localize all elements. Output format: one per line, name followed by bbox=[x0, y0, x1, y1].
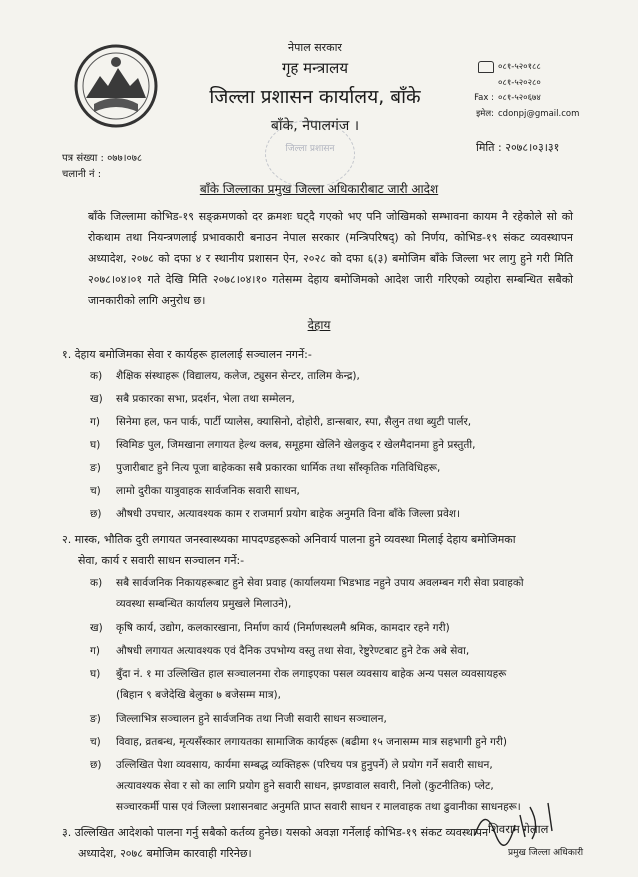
ministry-name: गृह मन्त्रालय bbox=[281, 59, 349, 77]
section-3-line-1: ३. उल्लिखित आदेशको पालना गर्नु सबैको कर्तव्य हुनेछ। यसको अवज्ञा गर्नेलाई कोभिड-१९ संकट व्यवस्थापन bbox=[62, 826, 489, 839]
intro-paragraph: बाँके जिल्लामा कोभिड-१९ सङ्क्रमणको दर क्रमशः घट्दै गएको भए पनि जोखिमको सम्भावना कायम नै रहेकोले सो को रोकथाम तथा नियन्त्रणलाई प्रभावकारी बनाउन नेपाल सरकार (मन्त्रिपरिषद्) को निर्णय, कोभिड-१९ संकट व्यवस्थापन अध्यादेश, २०७८ को दफा ४ र स्थानीय प्रशासन ऐन, २०२८ को दफा ६(३) बमोजिम बाँके जिल्ला भर लागु हुने गरी मिति २०७८।०४।०१ गते देखि मिति २०७८।०४।१० गतेसम्म देहाय बमोजिमको आदेश जारी गरिएको व्यहोरा सम्बन्धित सबैको जानकारीको लागि अनुरोध छ। bbox=[88, 210, 573, 307]
section-1-heading: १. देहाय बमोजिमका सेवा र कार्यहरू हाललाई सञ्चालन नगर्ने:- bbox=[62, 348, 312, 361]
list-item: च) लामो दुरीका यात्रुवाहक सार्वजनिक सवारी साधन, bbox=[90, 485, 300, 497]
dispatch-number: चलानी नं : bbox=[62, 169, 102, 180]
office-location: बाँके, नेपालगंज । bbox=[270, 118, 360, 134]
fax-label: Fax : bbox=[474, 93, 494, 103]
list-item: ग) सिनेमा हल, फन पार्क, पार्टी प्यालेस, क्यासिनो, दोहोरी, डान्सबार, स्पा, सैलुन तथा ब्युटी पार्लर, bbox=[90, 416, 472, 428]
phone-1: ०८१-५२०१८८ bbox=[498, 62, 541, 72]
phone-2: ०८१-५२०२८० bbox=[498, 77, 541, 88]
section-2-heading-line-1: २. मास्क, भौतिक दुरी लगायत जनस्वास्थ्यका मापदण्डहरूको अनिवार्य पालना हुने व्यवस्था मिलाई देहाय बमोजिमका bbox=[62, 533, 516, 546]
list-item: घ) बुँदा नं. १ मा उल्लिखित हाल सञ्चालनमा रोक लगाइएका पसल व्यवसाय बाहेक अन्य पसल व्यवसायहरू (बिहान ९ बजेदेखि बेलुका ७ बजेसम्म मात्र), bbox=[90, 668, 507, 701]
section-3-line-2: अध्यादेश, २०७८ बमोजिम कारवाही गरिनेछ। bbox=[78, 847, 252, 860]
list-item: क) शैक्षिक संस्थाहरू (विद्यालय, कलेज, ट्युसन सेन्टर, तालिम केन्द्र), bbox=[90, 370, 360, 382]
list-item: घ) स्विमिङ पुल, जिमखाना लगायत हेल्थ क्लब, समूहमा खेलिने खेलकुद र खेलमैदानमा हुने प्रस्तुती, bbox=[90, 439, 476, 451]
signatory-name: शिवराम गेलाल bbox=[488, 822, 549, 836]
telephone-icon bbox=[478, 61, 494, 73]
office-name: जिल्ला प्रशासन कार्यालय, बाँके bbox=[209, 86, 421, 108]
list-item: क) सबै सार्वजनिक निकायहरूबाट हुने सेवा प्रवाह (कार्यालयमा भिडभाड नहुने उपाय अवलम्बन गरी सेवा प्रवाहको व्यवस्था सम्बन्धित कार्यालय प्रमुखले मिलाउने), bbox=[90, 577, 524, 610]
letter-number: पत्र संख्या : ०७७।०७८ bbox=[62, 153, 143, 164]
list-item: ख) कृषि कार्य, उद्योग, कलकारखाना, निर्माण कार्य (निर्माणस्थलमै श्रमिक, कामदार रहने गरी) bbox=[90, 622, 450, 634]
order-title: बाँके जिल्लाका प्रमुख जिल्ला अधिकारीबाट जारी आदेश bbox=[199, 182, 439, 196]
email-label: इमेल: bbox=[476, 108, 494, 119]
list-item: च) विवाह, व्रतबन्ध, मृत्यसँस्कार लगायतका सामाजिक कार्यहरू (बढीमा १५ जनासम्म मात्र सहभागी हुने गरी) bbox=[90, 736, 508, 748]
list-item: छ) उल्लिखित पेशा व्यवसाय, कार्यमा सम्बद्ध व्यक्तिहरू (परिचय पत्र हुनुपर्ने) ले प्रयोग गर्ने सवारी साधन, अत्यावश्यक सेवा र सो का लागि प्रयोग हुने सवारी साधन, झण्डावाल सवारी, निलो (कुटनीतिक) प्लेट, सञ्चारकर्मी पास एवं जिल्ला प्रशासनबाट अनुमति प्राप्त सवारी साधन र मालवाहक तथा ढुवानीका साधनहरू। bbox=[90, 759, 521, 813]
fax-number: ०८१-५२०६७४ bbox=[498, 93, 541, 103]
government-name: नेपाल सरकार bbox=[288, 41, 342, 54]
list-item: ङ) जिल्लाभित्र सञ्चालन हुने सार्वजनिक तथा निजी सवारी साधन सञ्चालन, bbox=[90, 713, 387, 725]
list-item: ख) सबै प्रकारका सभा, प्रदर्शन, भेला तथा सम्मेलन, bbox=[90, 393, 295, 405]
signatory-title: प्रमुख जिल्ला अधिकारी bbox=[508, 848, 584, 858]
dehaya-heading: देहाय bbox=[307, 318, 331, 332]
list-item: छ) औषधी उपचार, अत्यावश्यक काम र राजमार्ग प्रयोग बाहेक अनुमति विना बाँके जिल्ला प्रवेश। bbox=[90, 508, 460, 520]
office-stamp: जिल्ला प्रशासन bbox=[265, 120, 355, 188]
contact-block bbox=[456, 60, 579, 122]
letter-date: मिति : २०७८।०३।३१ bbox=[476, 141, 560, 154]
list-item: ग) औषधी लगायत अत्यावश्यक एवं दैनिक उपभोग्य वस्तु तथा सेवा, रेष्टुरेण्टबाट हुने टेक अबे सेवा, bbox=[90, 645, 470, 657]
nepal-emblem-icon bbox=[72, 42, 160, 130]
section-2-heading-line-2: सेवा, कार्य र सवारी साधन सञ्चालन गर्ने:- bbox=[78, 554, 245, 567]
list-item: ङ) पुजारीबाट हुने नित्य पूजा बाहेकका सबै प्रकारका धार्मिक तथा साँस्कृतिक गतिविधिहरू, bbox=[90, 462, 441, 474]
email-address: cdonpj@gmail.com bbox=[498, 108, 580, 119]
